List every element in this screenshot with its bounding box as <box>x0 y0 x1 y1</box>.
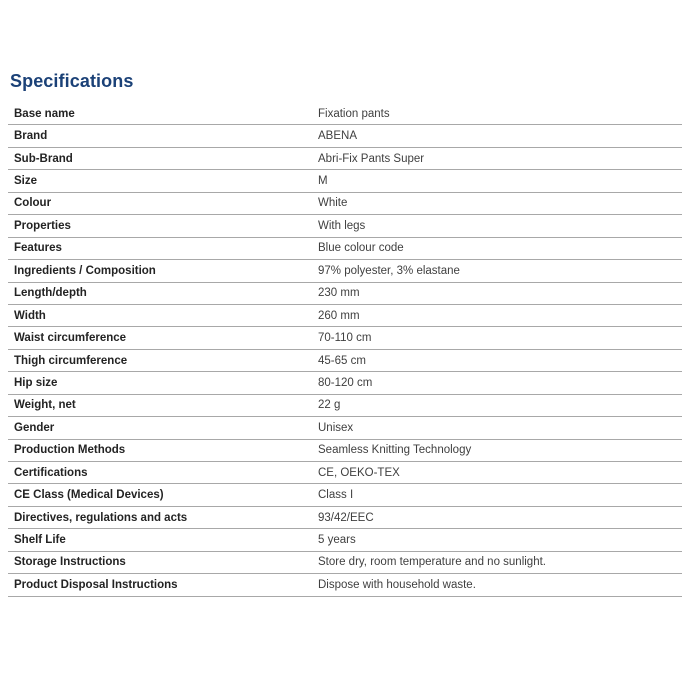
spec-value: ABENA <box>318 130 357 143</box>
spec-label: Storage Instructions <box>14 556 126 569</box>
spec-value: 5 years <box>318 534 356 547</box>
spec-value: 230 mm <box>318 287 360 300</box>
spec-label: Certifications <box>14 466 88 479</box>
table-row <box>8 148 682 170</box>
spec-value: With legs <box>318 219 366 232</box>
spec-label: Brand <box>14 130 48 143</box>
table-row <box>8 529 682 551</box>
spec-label: Gender <box>14 421 55 434</box>
table-row <box>8 484 682 506</box>
table-row <box>8 552 682 574</box>
spec-value: Store dry, room temperature and no sunlight. <box>318 556 546 569</box>
spec-value: 97% polyester, 3% elastane <box>318 264 460 277</box>
spec-label: Features <box>14 242 62 255</box>
table-row <box>8 507 682 529</box>
spec-label: Properties <box>14 219 71 232</box>
spec-label: Ingredients / Composition <box>14 264 156 277</box>
spec-value: Seamless Knitting Technology <box>318 444 472 457</box>
spec-value: 80-120 cm <box>318 376 373 389</box>
spec-label: Waist circumference <box>14 332 127 345</box>
table-row <box>8 238 682 260</box>
spec-label: Production Methods <box>14 444 126 457</box>
spec-value: M <box>318 175 328 188</box>
table-row <box>8 125 682 147</box>
table-row <box>8 350 682 372</box>
spec-value: Dispose with household waste. <box>318 578 476 591</box>
spec-label: Base name <box>14 107 75 120</box>
table-row <box>8 440 682 462</box>
spec-label: Directives, regulations and acts <box>14 511 188 524</box>
spec-value: Class I <box>318 489 354 502</box>
specifications-table <box>8 103 682 597</box>
spec-label: Weight, net <box>14 399 76 412</box>
table-row <box>8 305 682 327</box>
table-row <box>8 193 682 215</box>
spec-value: Unisex <box>318 421 354 434</box>
spec-value: 22 g <box>318 399 341 412</box>
spec-label: Size <box>14 175 38 188</box>
table-row <box>8 372 682 394</box>
page-title: Specifications <box>10 71 134 91</box>
spec-label: Colour <box>14 197 52 210</box>
spec-value: White <box>318 197 348 210</box>
spec-value: 70-110 cm <box>318 332 372 345</box>
table-row <box>8 170 682 192</box>
spec-value: 260 mm <box>318 309 360 322</box>
spec-value: Fixation pants <box>318 107 390 120</box>
spec-value: Blue colour code <box>318 242 404 255</box>
spec-label: Width <box>14 309 46 322</box>
table-row <box>8 417 682 439</box>
spec-label: Thigh circumference <box>14 354 128 367</box>
spec-label: Product Disposal Instructions <box>14 578 178 591</box>
table-row <box>8 215 682 237</box>
table-row <box>8 260 682 282</box>
table-row <box>8 462 682 484</box>
spec-value: CE, OEKO-TEX <box>318 466 400 479</box>
table-row <box>8 283 682 305</box>
spec-label: CE Class (Medical Devices) <box>14 489 164 502</box>
spec-value: 93/42/EEC <box>318 511 374 524</box>
table-row <box>8 395 682 417</box>
spec-label: Length/depth <box>14 287 87 300</box>
spec-label: Sub-Brand <box>14 152 73 165</box>
spec-label: Shelf Life <box>14 534 66 547</box>
table-row <box>8 574 682 596</box>
table-row <box>8 103 682 125</box>
table-row <box>8 327 682 349</box>
spec-label: Hip size <box>14 376 58 389</box>
spec-value: 45-65 cm <box>318 354 366 367</box>
spec-value: Abri-Fix Pants Super <box>318 152 425 165</box>
